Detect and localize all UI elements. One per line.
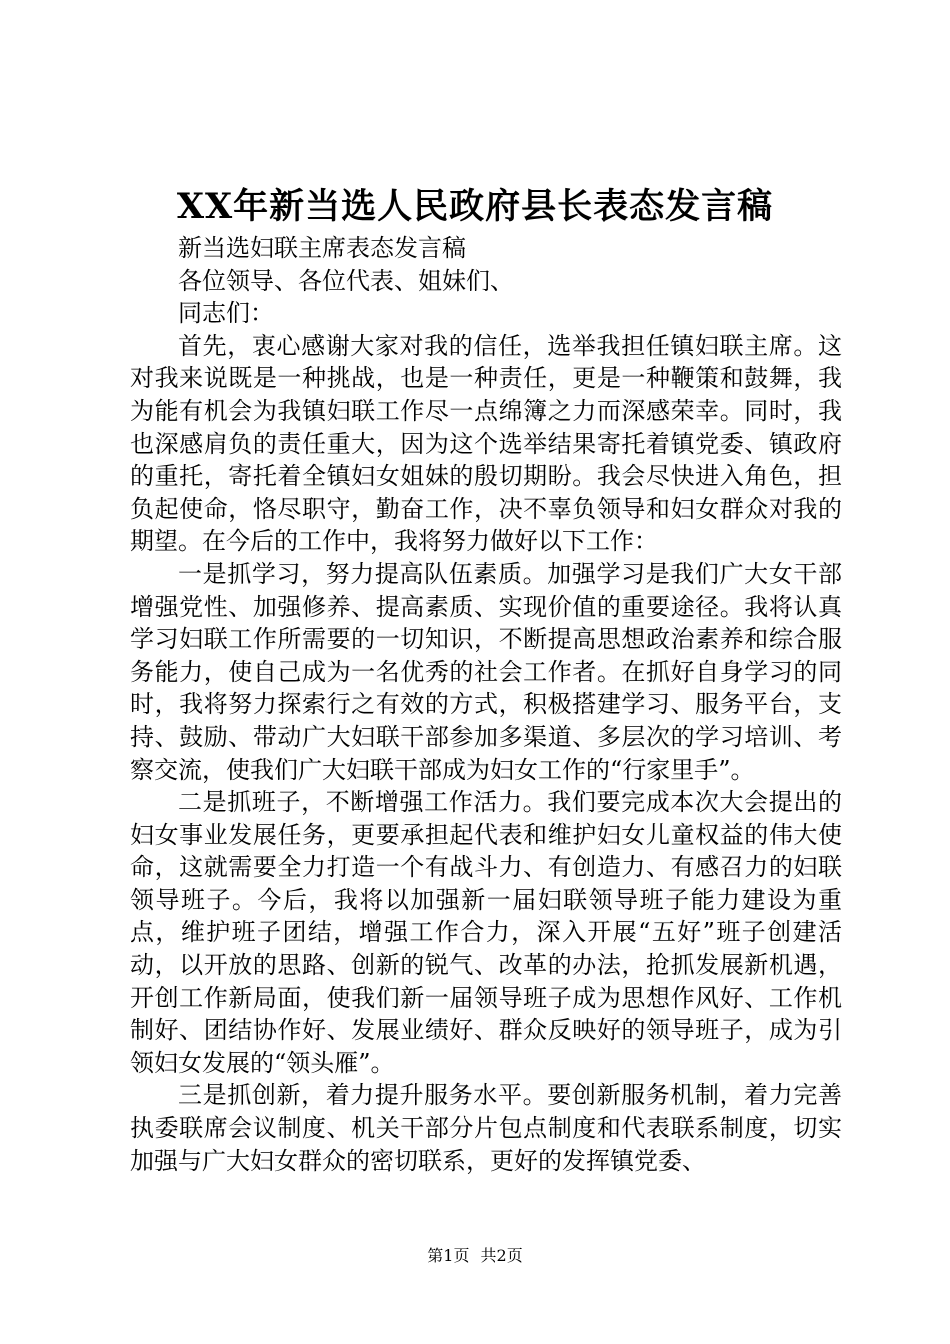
document-body <box>130 232 842 1177</box>
paragraph-intro: 首先，衷心感谢大家对我的信任，选举我担任镇妇联主席。这对我来说既是一种挑战，也是一种责任，更是一种鞭策和鼓舞，我为能有机会为我镇妇联工作尽一点绵簿之力而深感荣幸。同时，我也深感肩负的责任重大，因为这个选举结果寄托着镇党委、镇政府的重托，寄托着全镇妇女姐妹的殷切期盼。我会尽快进入角色，担负起使命，恪尽职守，勤奋工作，决不辜负领导和妇女群众对我的期望。在今后的工作中，我将努力做好以下工作： <box>130 331 842 556</box>
paragraph-salutation-2: 同志们： <box>178 299 274 328</box>
document-title: XX年新当选人民政府县长表态发言稿 <box>176 186 774 227</box>
paragraph-subtitle: 新当选妇联主席表态发言稿 <box>178 234 466 262</box>
paragraph-point-3: 三是抓创新，着力提升服务水平。要创新服务机制，着力完善执委联席会议制度、机关干部分片包点制度和代表联系制度，切实加强与广大妇女群众的密切联系，更好的发挥镇党委、 <box>130 1081 842 1175</box>
paragraph-salutation: 各位领导、各位代表、姐妹们、 <box>178 266 514 295</box>
paragraph-point-1: 一是抓学习，努力提高队伍素质。加强学习是我们广大女干部增强党性、加强修养、提高素质、实现价值的重要途径。我将认真学习妇联工作所需要的一切知识，不断提高思想政治素养和综合服务能力，使自己成为一名优秀的社会工作者。在抓好自身学习的同时，我将努力探索行之有效的方式，积极搭建学习、服务平台，支持、鼓励、带动广大妇联干部参加多渠道、多层次的学习培训、考察交流，使我们广大妇联干部成为妇女工作的“行家里手”。 <box>130 559 842 784</box>
page-footer <box>0 1243 950 1266</box>
page-number: 第1页 <box>427 1246 470 1265</box>
paragraph-point-2: 二是抓班子，不断增强工作活力。我们要完成本次大会提出的妇女事业发展任务，更要承担起代表和维护妇女儿童权益的伟大使命，这就需要全力打造一个有战斗力、有创造力、有感召力的妇联领导班子。今后，我将以加强新一届妇联领导班子能力建设为重点，维护班子团结，增强工作合力，深入开展“五好”班子创建活动，以开放的思路、创新的锐气、改革的办法，抢抓发展新机遇，开创工作新局面，使我们新一届领导班子成为思想作风好、工作机制好、团结协作好、发展业绩好、群众反映好的领导班子，成为引领妇女发展的“领头雁”。 <box>130 788 842 1077</box>
page-total: 共2页 <box>480 1246 523 1265</box>
